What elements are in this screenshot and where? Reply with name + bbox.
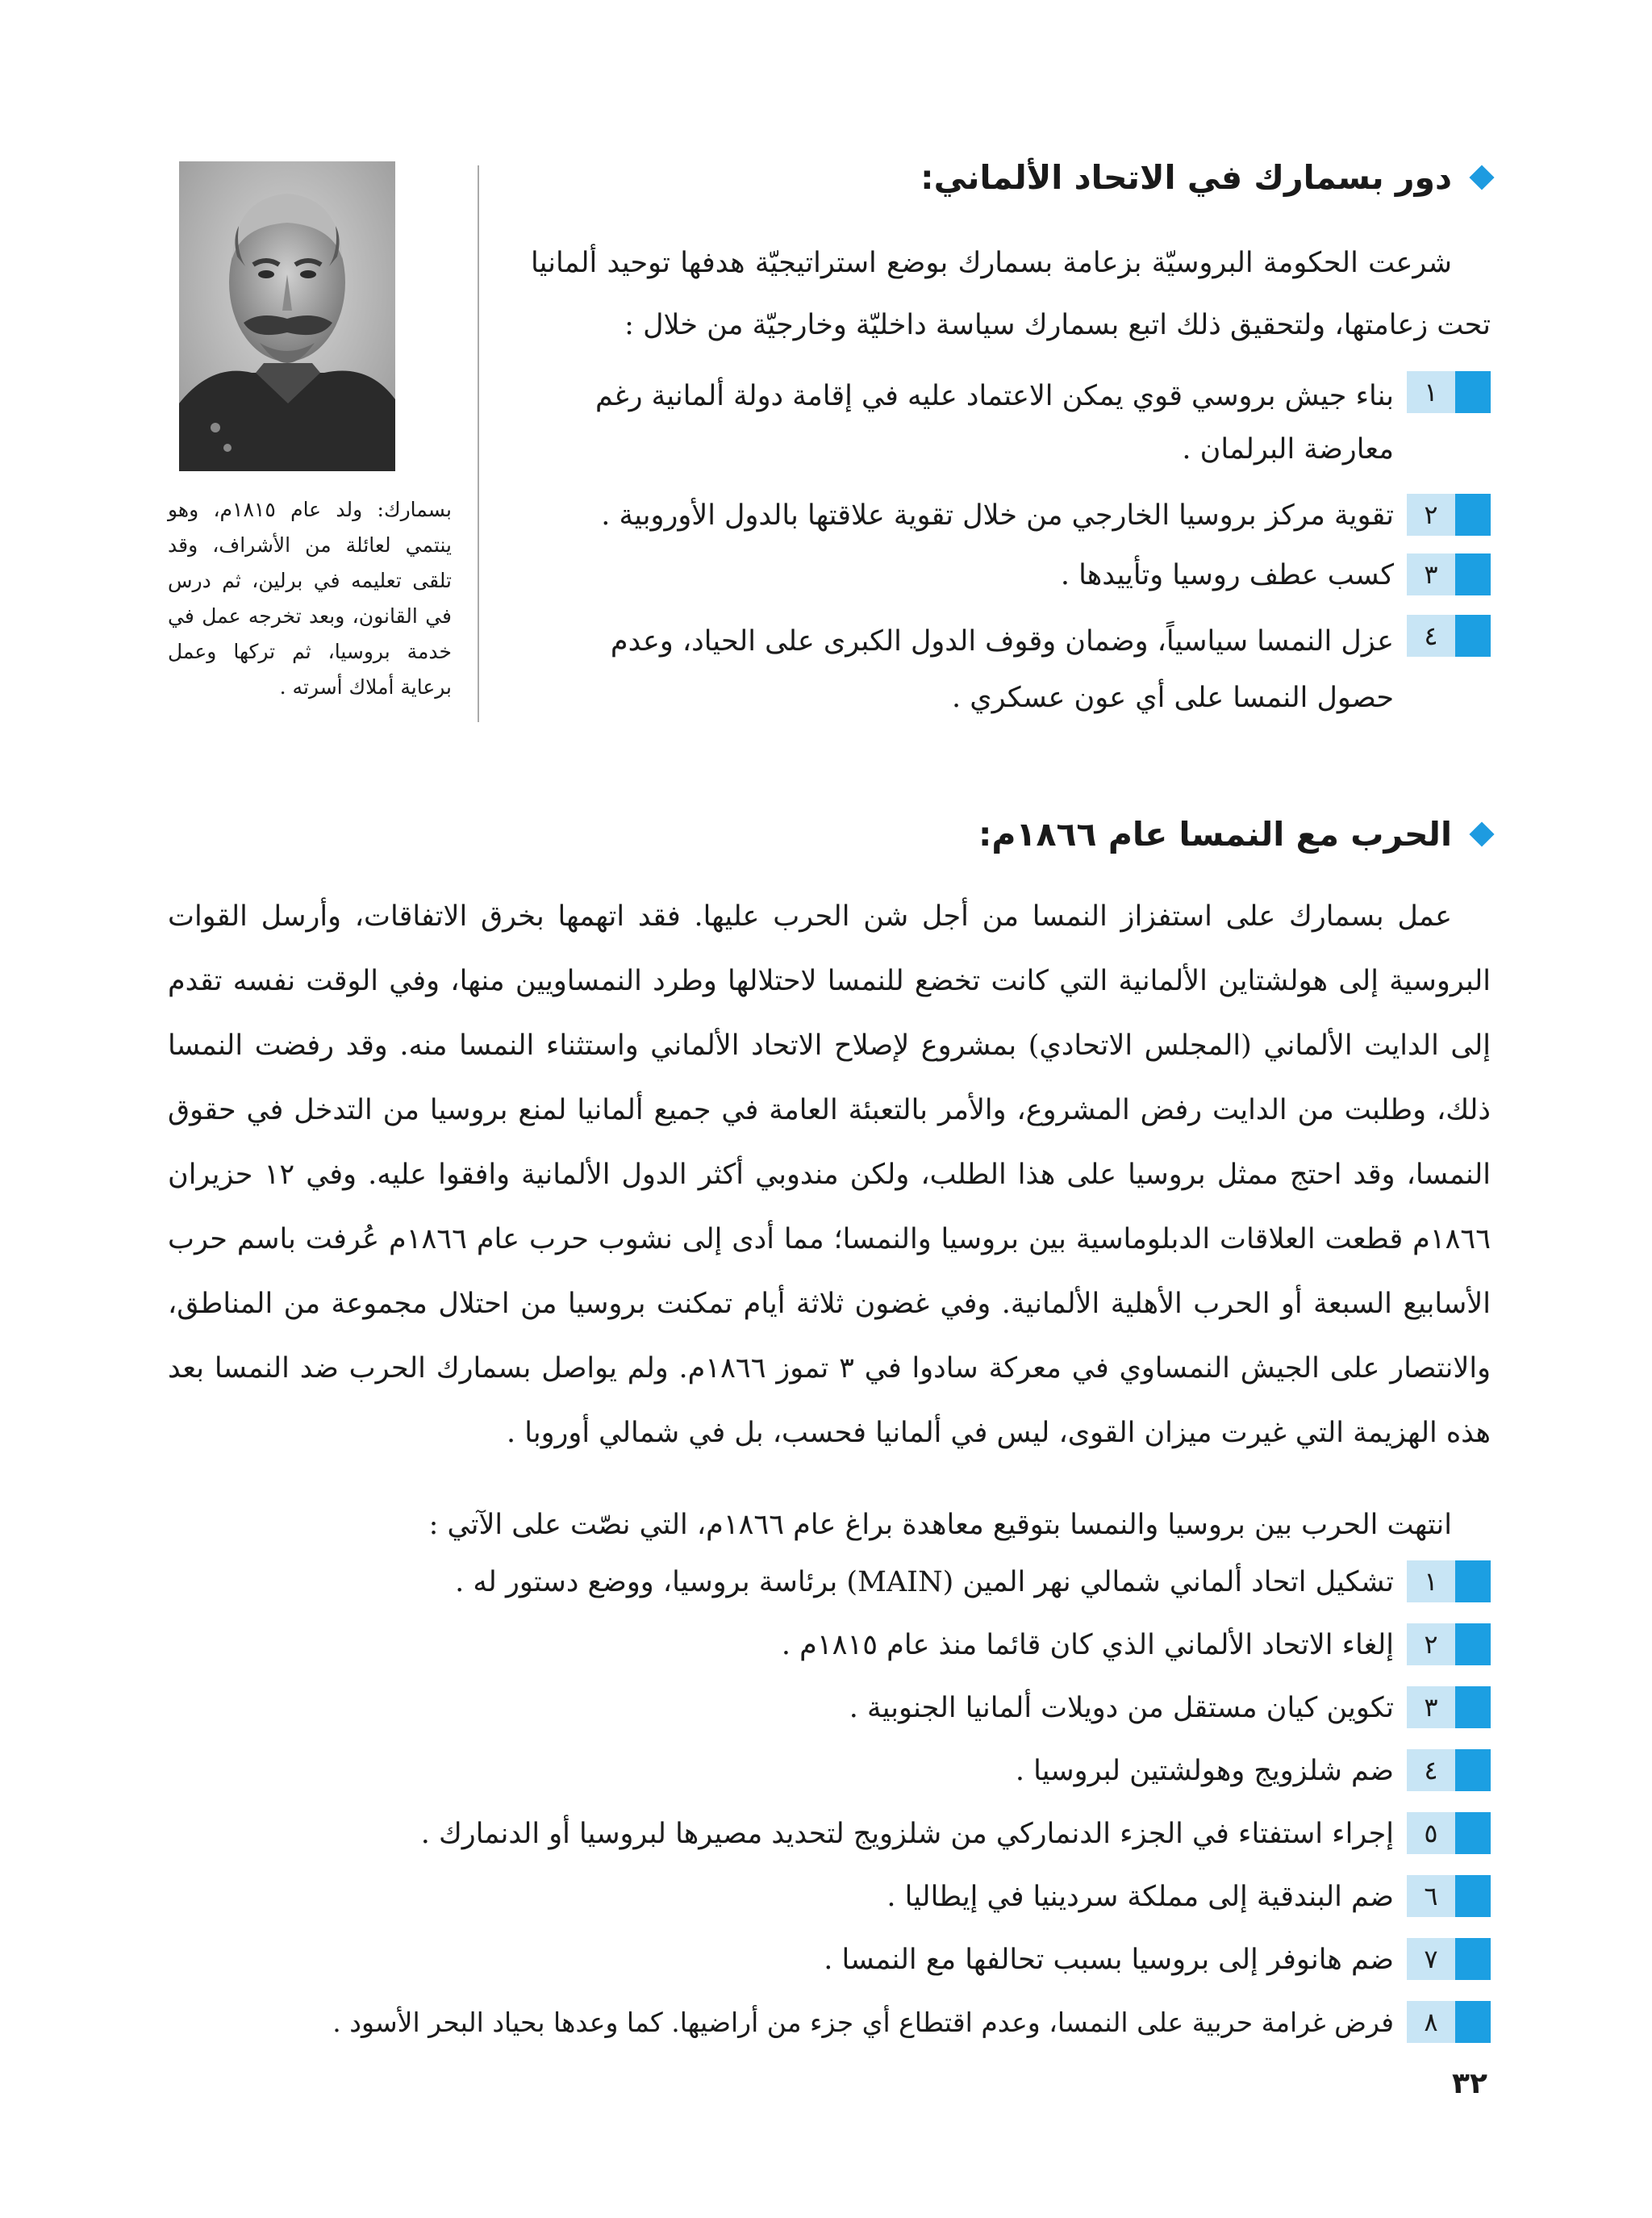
- portrait-caption: بسمارك: ولد عام ١٨١٥م، وهو ينتمي لعائلة من الأشراف، وقد تلقى تعليمه في برلين، ثم درس في القانون، وبعد تخرجه عمل في خدمة بروسيا، ثم تركها وعمل برعاية أملاك أسرته .: [168, 498, 452, 699]
- section1-intro: شرعت الحكومة البروسيّة بزعامة بسمارك بوضع استراتيجيّة هدفها توحيد ألمانيا تحت زعامتها، ولتحقيق ذلك اتبع بسمارك سياسة داخليّة وخارجيّة من خلال :: [531, 247, 1491, 341]
- section2-body: عمل بسمارك على استفزاز النمسا من أجل شن الحرب عليها. فقد اتهمها بخرق الاتفاقات، وأرسل القوات البروسية إلى هولشتاين الألمانية التي كانت تخضع للنمسا لاحتلالها وطرد النمساويين منها، وفي الوقت نفسه تقدم إلى الدايت الألماني (المجلس الاتحادي) بمشروع لإصلاح الاتحاد الألماني واستثناء النمسا منه. وقد رفضت النمسا ذلك، وطلبت من الدايت رفض المشروع، والأمر بالتعبئة العامة في جميع ألمانيا لمنع بروسيا من التدخل في حقوق النمسا، وقد احتج ممثل بروسيا على هذا الطلب، ولكن مندوبي أكثر الدول الألمانية وافقوا عليه. وفي ١٢ حزيران ١٨٦٦م قطعت العلاقات الدبلوماسية بين بروسيا والنمسا؛ مما أدى إلى نشوب حرب عام ١٨٦٦م عُرفت باسم حرب الأسابيع السبعة أو الحرب الأهلية الألمانية. وفي غضون ثلاثة أيام تمكنت بروسيا من احتلال مجموعة من المناطق، والانتصار على الجيش النمساوي في معركة سادوا في ٣ تموز ١٨٦٦م. ولم يواصل بسمارك الحرب ضد النمسا بعد هذه الهزيمة التي غيرت ميزان القوى، ليس في ألمانيا فحسب، بل في شمالي أوروبا .: [168, 900, 1491, 1449]
- treaty-item-6-text: ضم البندقية إلى مملكة سردينيا في إيطاليا .: [886, 1881, 1394, 1913]
- section1-heading-text: دور بسمارك في الاتحاد الألماني:: [920, 158, 1452, 197]
- treaty-item-7-text: ضم هانوفر إلى بروسيا بسبب تحالفها مع النمسا .: [824, 1944, 1394, 1976]
- treaty-item-3: [184, 1686, 1491, 1731]
- section1-item-1: [547, 371, 1491, 476]
- treaty-item-8: [136, 2001, 1491, 2046]
- number-badge: ٥: [1407, 1812, 1491, 1854]
- treaty-item-2-text: إلغاء الاتحاد الألماني الذي كان قائما منذ عام ١٨١٥م .: [781, 1629, 1394, 1661]
- section2-heading-text: الحرب مع النمسا عام ١٨٦٦م:: [978, 815, 1452, 854]
- diamond-bullet-icon: [1469, 821, 1494, 846]
- number-badge: ٦: [1407, 1875, 1491, 1917]
- page-number: ٣٢: [1452, 2067, 1487, 2100]
- number-badge: ١: [1407, 1560, 1491, 1602]
- treaty-item-8-text: فرض غرامة حربية على النمسا، وعدم اقتطاع أي جزء من أراضيها. كما وعدها بحياد البحر الأسود .: [332, 2007, 1394, 2038]
- treaty-item-2: [184, 1623, 1491, 1669]
- number-badge: ٢: [1407, 1623, 1491, 1665]
- treaty-item-5-text: إجراء استفتاء في الجزء الدنماركي من شلزويج لتحديد مصيرها لبروسيا أو الدنمارك .: [420, 1818, 1394, 1850]
- treaty-item-4-text: ضم شلزويج وهولشتين لبروسيا .: [1015, 1755, 1394, 1787]
- treaty-item-4: [184, 1749, 1491, 1794]
- section1-item-2: [547, 494, 1491, 539]
- section1-item-2-text: تقوية مركز بروسيا الخارجي من خلال تقوية علاقتها بالدول الأوروبية .: [601, 499, 1394, 532]
- section1-item-4: [547, 615, 1491, 726]
- treaty-item-5: [184, 1812, 1491, 1857]
- number-badge: ٧: [1407, 1938, 1491, 1980]
- treaty-intro: انتهت الحرب بين بروسيا والنمسا بتوقيع معاهدة براغ عام ١٨٦٦م، التي نصّت على الآتي :: [428, 1509, 1452, 1541]
- number-badge: ١: [1407, 371, 1491, 413]
- number-badge: ٣: [1407, 553, 1491, 595]
- treaty-item-6: [184, 1875, 1491, 1920]
- section1-item-3-text: كسب عطف روسيا وتأييدها .: [1060, 559, 1394, 591]
- section1-item-4-text: عزل النمسا سياسياً، وضمان وقوف الدول الكبرى على الحياد، وعدم حصول النمسا على أي عون عسكري .: [610, 625, 1394, 714]
- number-badge: ٤: [1407, 615, 1491, 657]
- treaty-item-1: [184, 1560, 1491, 1606]
- column-divider: [478, 165, 479, 722]
- section1-item-1-text: بناء جيش بروسي قوي يمكن الاعتماد عليه في إقامة دولة ألمانية رغم معارضة البرلمان .: [595, 380, 1394, 466]
- number-badge: ٣: [1407, 1686, 1491, 1728]
- number-badge: ٢: [1407, 494, 1491, 536]
- diamond-bullet-icon: [1469, 165, 1494, 190]
- treaty-item-3-text: تكوين كيان مستقل من دويلات ألمانيا الجنوبية .: [849, 1692, 1394, 1724]
- treaty-item-7: [184, 1938, 1491, 1983]
- number-badge: ٨: [1407, 2001, 1491, 2043]
- bismarck-portrait: [179, 161, 395, 471]
- section2-heading: [978, 815, 1491, 854]
- section1-item-3: [547, 553, 1491, 599]
- treaty-item-1-text: تشكيل اتحاد ألماني شمالي نهر المين (MAIN) برئاسة بروسيا، ووضع دستور له .: [455, 1566, 1394, 1598]
- section1-heading: [920, 158, 1491, 197]
- number-badge: ٤: [1407, 1749, 1491, 1791]
